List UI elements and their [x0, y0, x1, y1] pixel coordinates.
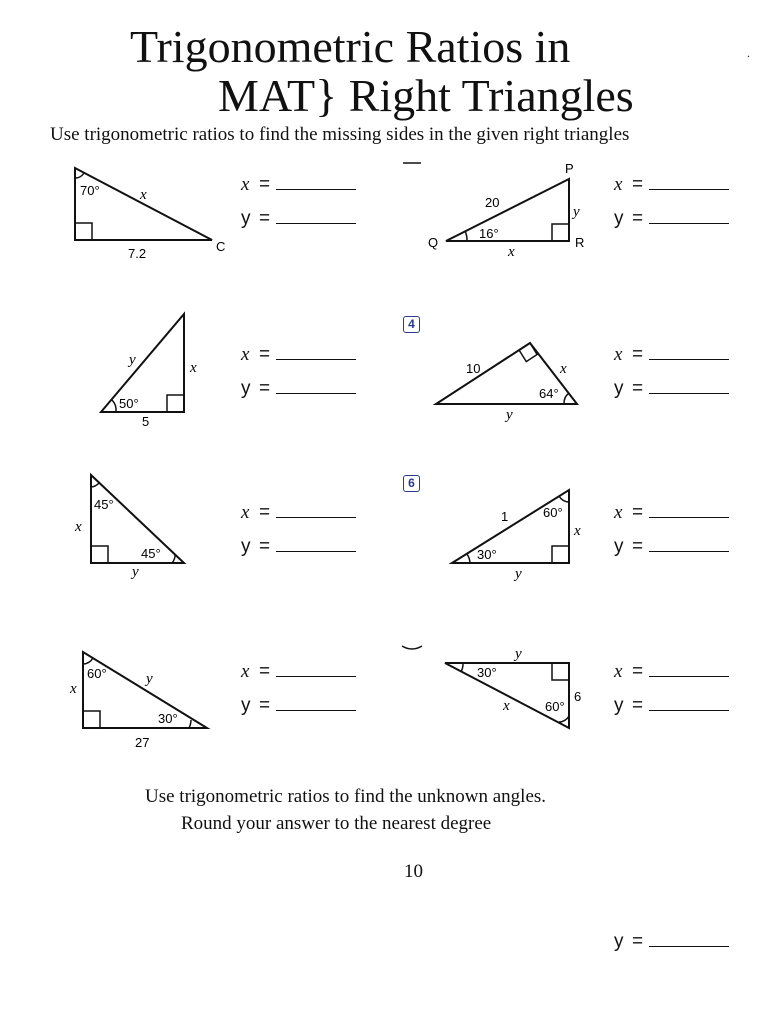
answer-row-y-10 [241, 536, 356, 558]
p2-label-R: R [575, 235, 585, 250]
scan-fragment-arc [401, 644, 423, 652]
answer-equals-sign: = [632, 208, 644, 229]
p4-leg2-label: x [560, 361, 567, 377]
p2-label-P: P [565, 161, 574, 176]
answer-equals-sign: = [632, 661, 644, 682]
answer-variable-label: x [614, 661, 623, 682]
scan-fragment-dash [402, 160, 422, 166]
p3-angle-label: 50° [119, 396, 139, 411]
triangle-problem-7 [65, 645, 225, 755]
answer-variable-label: y [614, 695, 624, 716]
p2-adj-label: x [508, 244, 515, 260]
triangle-problem-3 [90, 308, 230, 433]
p8-angle-left-label: 30° [477, 665, 497, 680]
answer-equals-sign: = [632, 931, 644, 952]
triangle-problem-2 [425, 158, 605, 263]
problem-number: 10 [404, 861, 423, 882]
answer-variable-label: y [241, 378, 251, 399]
answer-equals-sign: = [632, 695, 644, 716]
answer-variable-label: x [614, 344, 623, 365]
answer-variable-label: x [241, 502, 250, 523]
p7-base-label: 27 [135, 735, 150, 750]
triangle-problem-1 [60, 160, 240, 270]
answer-row-y-16 [614, 695, 729, 717]
triangle-problem-8 [435, 640, 605, 735]
answer-variable-label: x [241, 174, 250, 195]
answer-blank-line[interactable] [649, 175, 729, 190]
p2-angle-label: 16° [479, 226, 499, 241]
answer-variable-label: x [241, 344, 250, 365]
p6-angle-left-label: 30° [477, 547, 497, 562]
p7-angle-bottom-label: 30° [158, 711, 178, 726]
p5-angle-top-label: 45° [94, 497, 114, 512]
answer-blank-line[interactable] [276, 537, 356, 552]
instruction-bottom-line1: Use trigonometric ratios to find the unknown angles. [145, 786, 547, 807]
p7-vert-label: x [70, 681, 77, 697]
p5-angle-bottom-label: 45° [141, 546, 161, 561]
page-title-line1: Trigonometric Ratios in [130, 21, 571, 72]
answer-equals-sign: = [632, 502, 644, 523]
answer-equals-sign: = [632, 378, 644, 399]
triangle-problem-4 [430, 335, 590, 430]
p8-angle-bottom-label: 60° [545, 699, 565, 714]
p1-vertex-label: C [216, 239, 226, 254]
answer-variable-label: y [614, 208, 624, 229]
answer-variable-label: y [614, 378, 624, 399]
answer-row-y-6 [241, 378, 356, 400]
answer-blank-line[interactable] [276, 379, 356, 394]
answer-equals-sign: = [259, 344, 271, 365]
answer-equals-sign: = [259, 378, 271, 399]
answer-equals-sign: = [259, 208, 271, 229]
answer-variable-label: x [614, 502, 623, 523]
answer-equals-sign: = [259, 661, 271, 682]
answer-variable-label: y [241, 695, 251, 716]
answer-row-x-9 [241, 502, 356, 524]
answer-equals-sign: = [632, 536, 644, 557]
p8-vert-label: 6 [574, 689, 582, 704]
answer-blank-line[interactable] [649, 932, 729, 947]
answer-blank-line[interactable] [649, 662, 729, 677]
corner-mark: . [747, 46, 750, 60]
answer-equals-sign: = [259, 174, 271, 195]
badge-problem-4: 4 [403, 316, 420, 333]
answer-row-y-12 [614, 536, 729, 558]
p8-top-label: y [515, 646, 522, 662]
p1-hyp-label: x [140, 187, 147, 203]
p8-hyp-label: x [503, 698, 510, 714]
p6-angle-top-label: 60° [543, 505, 563, 520]
answer-row-y-4 [614, 208, 729, 230]
p1-base-label: 7.2 [128, 246, 147, 261]
p4-base-label: y [506, 407, 513, 423]
answer-row-x-3 [614, 174, 729, 196]
answer-equals-sign: = [259, 502, 271, 523]
badge-problem-6: 6 [403, 475, 420, 492]
answer-row-x-7 [614, 344, 729, 366]
p3-vert-label: x [190, 360, 197, 376]
answer-blank-line[interactable] [649, 696, 729, 711]
answer-row-y-8 [614, 378, 729, 400]
answer-blank-line[interactable] [649, 209, 729, 224]
p4-angle-label: 64° [539, 386, 559, 401]
p2-opp-label: y [573, 204, 580, 220]
p6-hyp-label: 1 [501, 509, 509, 524]
answer-variable-label: y [614, 931, 624, 952]
answer-row-y-17 [614, 931, 729, 953]
answer-blank-line[interactable] [649, 503, 729, 518]
p1-angle-label: 70° [80, 183, 100, 198]
p3-hyp-label: y [129, 352, 136, 368]
p7-angle-top-label: 60° [87, 666, 107, 681]
answer-variable-label: y [241, 208, 251, 229]
answer-row-x-11 [614, 502, 729, 524]
answer-row-x-15 [614, 661, 729, 683]
p2-hyp-label: 20 [485, 195, 500, 210]
answer-row-x-13 [241, 661, 356, 683]
p6-base-label: y [515, 566, 522, 582]
instruction-top: Use trigonometric ratios to find the missing sides in the given right triangles [50, 124, 630, 145]
page-title-line2: MAT} Right Triangles [218, 70, 634, 121]
answer-blank-line[interactable] [276, 209, 356, 224]
answer-row-y-2 [241, 208, 356, 230]
answer-variable-label: y [614, 536, 624, 557]
answer-variable-label: y [241, 536, 251, 557]
answer-blank-line[interactable] [649, 379, 729, 394]
answer-blank-line[interactable] [276, 503, 356, 518]
answer-blank-line[interactable] [276, 662, 356, 677]
answer-blank-line[interactable] [276, 696, 356, 711]
answer-variable-label: x [241, 661, 250, 682]
answer-equals-sign: = [632, 344, 644, 365]
triangle-problem-5 [70, 470, 200, 585]
answer-row-x-1 [241, 174, 356, 196]
answer-blank-line[interactable] [649, 345, 729, 360]
answer-equals-sign: = [259, 695, 271, 716]
p7-hyp-label: y [146, 671, 153, 687]
answer-variable-label: x [614, 174, 623, 195]
answer-equals-sign: = [632, 174, 644, 195]
answer-row-y-14 [241, 695, 356, 717]
triangle-problem-6 [440, 482, 590, 587]
p3-base-label: 5 [142, 414, 150, 429]
p6-vert-label: x [574, 523, 581, 539]
answer-equals-sign: = [259, 536, 271, 557]
p5-vert-label: x [75, 519, 82, 535]
p4-leg1-label: 10 [466, 361, 481, 376]
answer-blank-line[interactable] [276, 175, 356, 190]
p5-base-label: y [132, 564, 139, 580]
instruction-bottom-line2: Round your answer to the nearest degree [181, 813, 492, 834]
p2-label-Q: Q [428, 235, 439, 250]
answer-row-x-5 [241, 344, 356, 366]
answer-blank-line[interactable] [276, 345, 356, 360]
answer-blank-line[interactable] [649, 537, 729, 552]
